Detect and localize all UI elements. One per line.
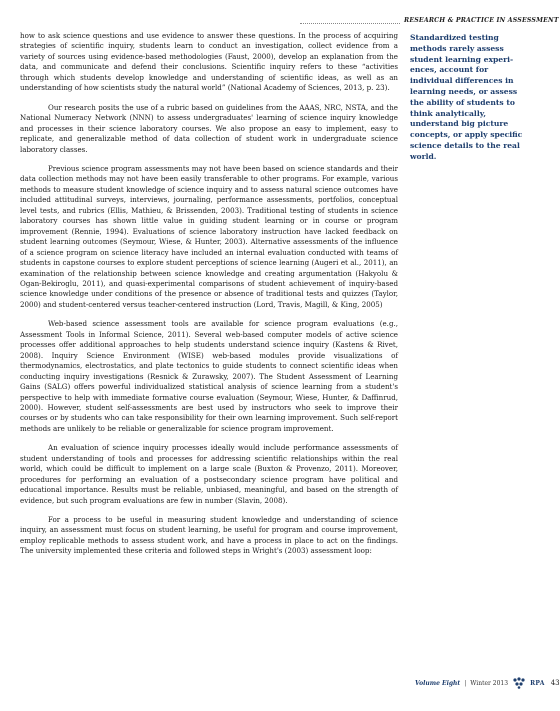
pull-quote: Standardized testing methods rarely assess student learning experi-ences, account for individual differences in learning needs, or assess the ability of students to think analytically, understand big picture concepts, or apply specific science details to the real world.	[410, 33, 523, 161]
footer-volume: Volume Eight	[415, 679, 461, 687]
footer-season: Winter 2013	[470, 679, 509, 687]
paragraph-3: Previous science program assessments may not have been based on science standards and their data collection methods may not have been easily transferable to other programs. For example, various methods to measure student knowledge of science inquiry and to assess natural science outcomes have included attitudinal surveys, interviews, journaling, performance assessments, portfolios, conceptual level tests, and rubrics (Ellis, Mathieu, & Brissenden, 2003). Traditional testing of students in science laboratory courses has shown little value in guiding student learning or in course or program improvement (Rennie, 1994). Evaluations of science laboratory instruction have lacked feedback on student learning outcomes (Seymour, Wiese, & Hunter, 2003). Alternative assessments of the influence of a science program on science literacy have included an internal evaluation conducted with teams of students in capstone courses to explore student perceptions of science learning (Augeri et al., 2011), an examination of the relationship between science knowledge and creating argumentation (Hakyolu & Ogan-Bekiroglu, 2011), and quasi-experimental comparisons of student achievement of inquiry-based science knowledge under conditions of the presence or absence of traditional tests and quizzes (Taylor, 2000) and student-centered versus teacher-centered instruction (Lord, Travis, Magill, & King, 2005)	[20, 163, 398, 309]
page-footer	[415, 677, 560, 689]
article-body	[20, 31, 398, 566]
paragraph-4: Web-based science assessment tools are available for science program evaluations (e.g., Assessment Tools in Informal Science, 2011). Several web-based computer models of active science processes offer additional approaches to help students understand science inquiry (Kastens & Rivet, 2008). Inquiry Science Environment (WISE) web-based modules provide visualizations of thermodynamics, electrostatics, and plate tectonics to guide students to connect scientific ideas when conducting inquiry investigations (Resnick & Zurawsky, 2007). The Student Assessment of Learning Gains (SALG) offers powerful individualized statistical analysis of science learning from a student's perspective to help with immediate formative course evaluation (Seymour, Wiese, Hunter, & Daffinrud, 2000). However, student self-assessments are best used by instructors who seek to improve their courses or by students who can take responsibility for their own learning improvement. Such self-report methods are unlikely to be reliable or generalizable for science program improvement.	[20, 319, 398, 433]
journal-logo-icon	[512, 677, 526, 689]
paragraph-1: how to ask science questions and use evidence to answer these questions. In the process of acquiring strategies of scientific inquiry, students learn to conduct an investigation, collect evidence from a variety of sources using evidence-based methodologies (Faust, 2000), develop an explanation from the data, and communicate and defend their conclusions. Scientific inquiry refers to these “activities through which students develop knowledge and understanding of scientific ideas, as well as an understanding of how scientists study the natural world” (National Academy of Sciences, 2013, p. 23).	[20, 31, 398, 93]
header-rule	[300, 23, 400, 24]
paragraph-2: Our research posits the use of a rubric based on guidelines from the AAAS, NRC, NSTA, and the National Numeracy Network (NNN) to assess undergraduates' learning of science inquiry knowledge and processes in their science laboratory courses. We also propose an easy to implement, easy to replicate, and generalizable method of data collection of student work in undergraduate science laboratory classes.	[20, 102, 398, 154]
running-head: RESEARCH & PRACTICE IN ASSESSMENT	[404, 17, 559, 24]
footer-logo-text: RPA	[530, 679, 545, 687]
footer-separator: |	[464, 679, 467, 687]
paragraph-5: An evaluation of science inquiry processes ideally would include performance assessments of student understanding of tools and processes for addressing scientific relationships within the real world, which could be difficult to implement on a large scale (Buxton & Provenzo, 2011). Moreover, procedures for performing an evaluation of a postsecondary science program have political and educational importance. Results must be reliable, unbiased, meaningful, and based on the strength of evidence, but such program evaluations are few in number (Slavin, 2008).	[20, 443, 398, 505]
paragraph-6: For a process to be useful in measuring student knowledge and understanding of science inquiry, an assessment must focus on student learning, be useful for program and course improvement, employ replicable methods to assess student work, and have a process in place to act on the findings. The university implemented these criteria and followed steps in Wright's (2003) assessment loop:	[20, 515, 398, 556]
page-number: 43	[550, 679, 560, 687]
